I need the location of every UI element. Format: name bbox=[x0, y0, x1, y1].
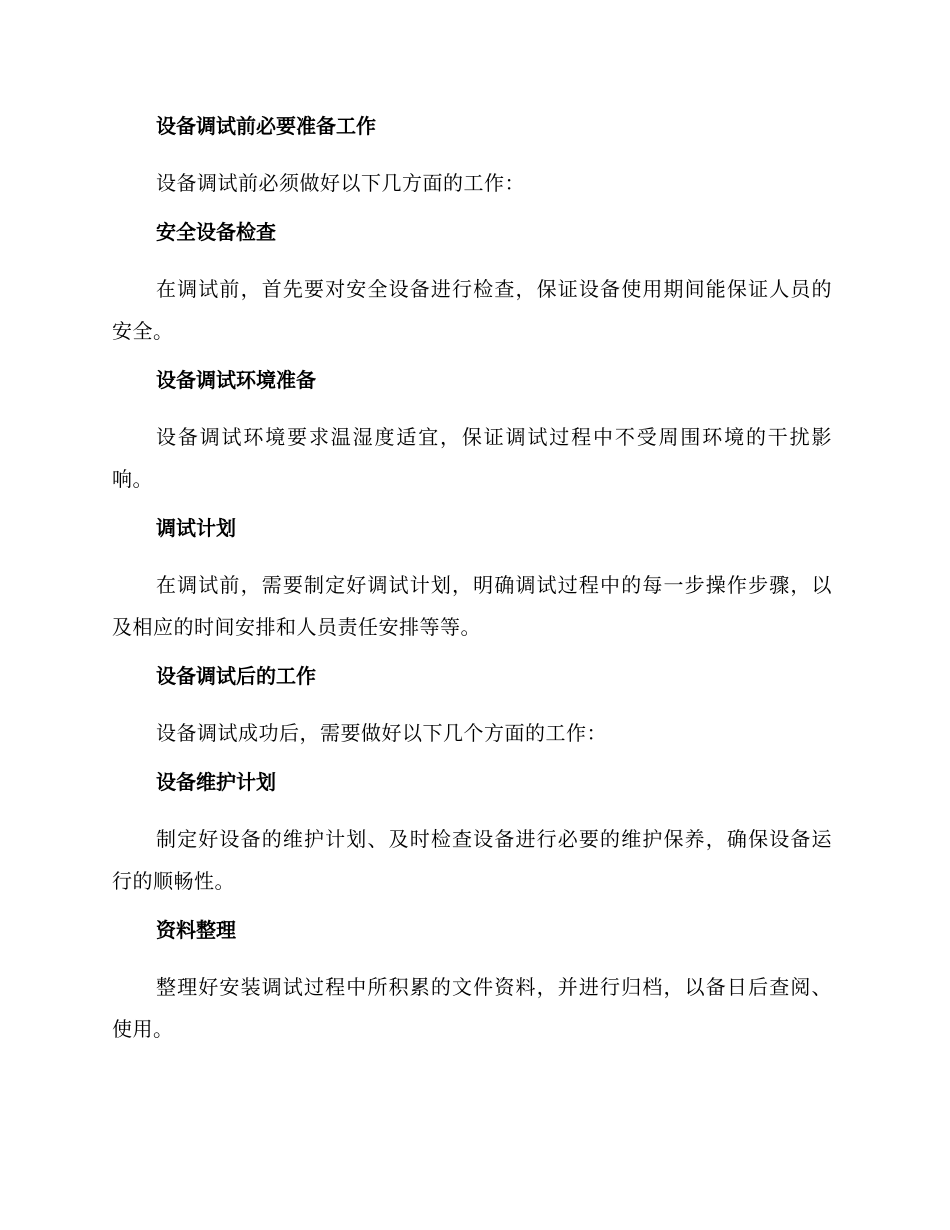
section-paragraph: 设备调试成功后，需要做好以下几个方面的工作： bbox=[156, 721, 607, 745]
section-paragraph: 在调试前，首先要对安全设备进行检查，保证设备使用期间能保证人员的安全。 bbox=[112, 277, 832, 343]
section-heading: 设备维护计划 bbox=[156, 770, 276, 794]
section-heading: 设备调试前必要准备工作 bbox=[156, 114, 376, 138]
section-heading: 调试计划 bbox=[156, 516, 236, 540]
section-heading: 资料整理 bbox=[156, 918, 236, 942]
section-paragraph: 设备调试环境要求温湿度适宜，保证调试过程中不受周围环境的干扰影响。 bbox=[112, 425, 832, 491]
section-heading: 设备调试后的工作 bbox=[156, 664, 316, 688]
section-paragraph: 在调试前，需要制定好调试计划，明确调试过程中的每一步操作步骤，以及相应的时间安排和人员责任安排等等。 bbox=[112, 573, 832, 639]
section-paragraph: 整理好安装调试过程中所积累的文件资料，并进行归档，以备日后查阅、使用。 bbox=[112, 975, 832, 1041]
section-heading: 设备调试环境准备 bbox=[156, 368, 316, 392]
document-body bbox=[112, 108, 832, 1060]
section-paragraph: 制定好设备的维护计划、及时检查设备进行必要的维护保养，确保设备运行的顺畅性。 bbox=[112, 827, 832, 893]
section-paragraph: 设备调试前必须做好以下几方面的工作： bbox=[156, 171, 525, 195]
section-heading: 安全设备检查 bbox=[156, 220, 276, 244]
